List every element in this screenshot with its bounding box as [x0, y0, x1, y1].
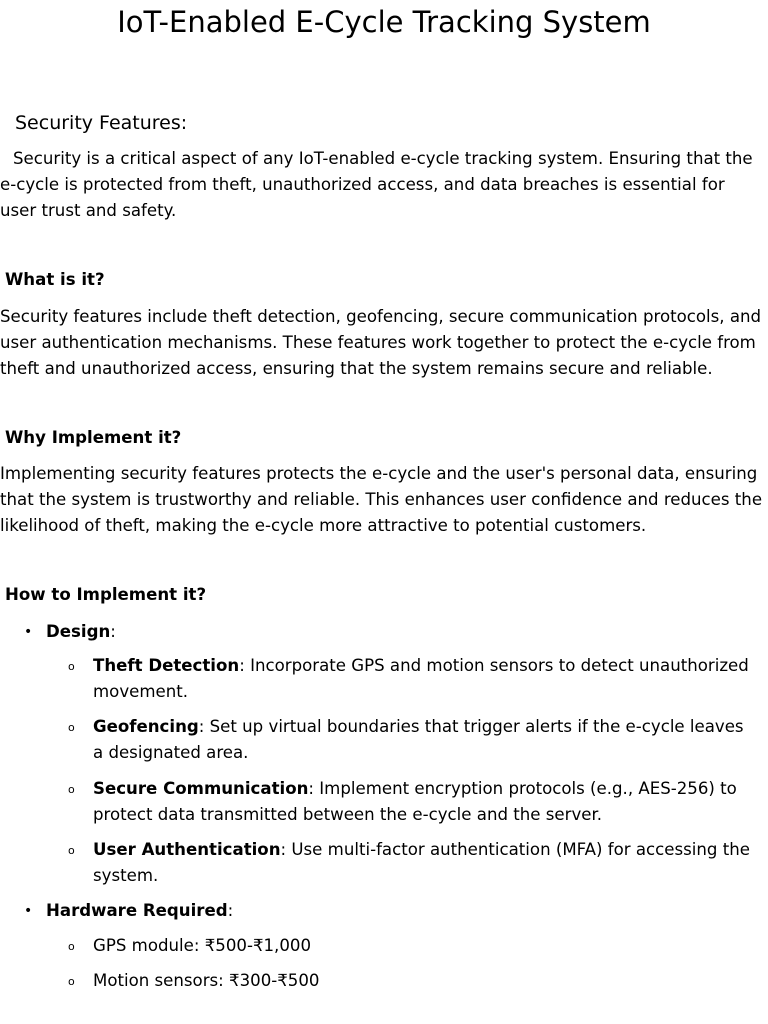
item-text: : Use multi-factor authentication (MFA) for accessing the system.: [93, 840, 750, 885]
item-text: : Set up virtual boundaries that trigger alerts if the e-cycle leaves a designated area.: [93, 717, 744, 762]
hardware-suffix: :: [227, 901, 234, 920]
section-heading: Security Features:: [15, 112, 188, 134]
circle-bullet-icon: o: [68, 660, 75, 673]
why-heading: Why Implement it?: [5, 428, 182, 447]
item-term: Theft Detection: [93, 656, 240, 675]
item-term: Geofencing: [93, 717, 199, 736]
item-text: GPS module: ₹500-₹1,000: [93, 936, 312, 955]
page-title: IoT-Enabled E-Cycle Tracking System: [117, 5, 651, 39]
item-term: User Authentication: [93, 840, 281, 859]
why-paragraph: Implementing security features protects the e-cycle and the user's personal data, ensuring that the system is trustworthy and reliable. This enhances user confidence and reduces the likelihood of theft, making the e-cycle more attractive to potential customers.: [0, 464, 763, 535]
bullet-icon: •: [24, 624, 33, 640]
bullet-icon: •: [24, 903, 33, 919]
item-text: : Implement encryption protocols (e.g., AES-256) to protect data transmitted between the e-cycle and the server.: [93, 779, 737, 824]
design-suffix: :: [110, 622, 116, 641]
intro-paragraph: Security is a critical aspect of any IoT-enabled e-cycle tracking system. Ensuring that the e-cycle is protected from theft, unauthorized access, and data breaches is essential for user trust and safety.: [0, 149, 753, 220]
hardware-label: Hardware Required: [46, 901, 228, 920]
circle-bullet-icon: o: [68, 844, 75, 857]
what-heading: What is it?: [5, 270, 105, 289]
circle-bullet-icon: o: [68, 721, 75, 734]
what-paragraph: Security features include theft detection, geofencing, secure communication protocols, and user authentication mechanisms. These features work together to protect the e-cycle from theft and unauthorized access, ensuring that the system remains secure and reliable.: [0, 307, 762, 378]
item-text: : Incorporate GPS and motion sensors to detect unauthorized movement.: [93, 656, 749, 701]
how-heading: How to Implement it?: [5, 585, 207, 604]
circle-bullet-icon: o: [68, 940, 75, 953]
circle-bullet-icon: o: [68, 783, 75, 796]
item-text: Motion sensors: ₹300-₹500: [93, 971, 320, 990]
design-label: Design: [46, 622, 111, 641]
circle-bullet-icon: o: [68, 975, 75, 988]
item-term: Secure Communication: [93, 779, 309, 798]
